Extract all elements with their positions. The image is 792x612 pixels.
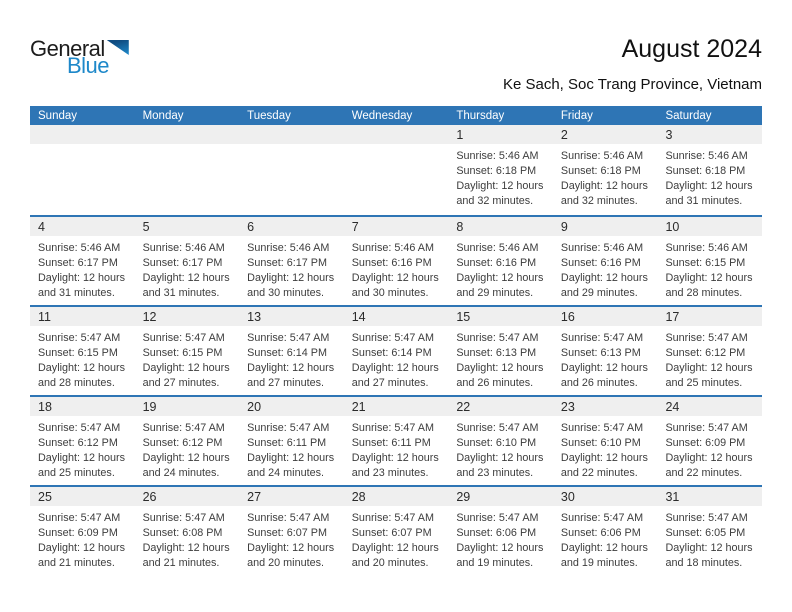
day-cell [344, 397, 449, 485]
day-cell-body [135, 326, 240, 391]
day-number: 18 [38, 400, 52, 414]
day-cell-body [239, 144, 344, 149]
daylight-text-line2: and 20 minutes. [247, 557, 324, 569]
day-cell [344, 217, 449, 305]
daylight-text-line1: Daylight: 12 hours [38, 452, 126, 464]
weekday-header-saturday: Saturday [665, 109, 712, 122]
day-number: 1 [456, 128, 464, 142]
daylight-text-line2: and 24 minutes. [247, 467, 324, 479]
location-subtitle: Ke Sach, Soc Trang Province, Vietnam [502, 76, 762, 93]
sunset-text: Sunset: 6:08 PM [142, 527, 223, 539]
day-cell-body [30, 236, 135, 301]
sunset-text: Sunset: 6:12 PM [665, 347, 746, 359]
day-number: 27 [247, 490, 262, 504]
day-number-band [239, 217, 344, 236]
daylight-text-line2: and 30 minutes. [351, 287, 429, 299]
daylight-text-line1: Daylight: 12 hours [560, 272, 648, 284]
daylight-text-line1: Daylight: 12 hours [456, 272, 544, 284]
sunrise-text: Sunrise: 5:46 AM [456, 242, 539, 254]
day-number-band [657, 487, 762, 506]
daylight-text-line2: and 25 minutes. [665, 377, 743, 389]
day-number-band [553, 487, 658, 506]
daylight-text-line2: and 22 minutes. [665, 467, 743, 479]
sunset-text: Sunset: 6:15 PM [38, 347, 118, 359]
day-number-band [448, 125, 553, 144]
sunrise-text: Sunrise: 5:47 AM [351, 332, 434, 344]
day-number-band [344, 307, 449, 326]
sunrise-text: Sunrise: 5:46 AM [560, 150, 644, 162]
weekday-header-tuesday: Tuesday [247, 109, 291, 122]
day-cell-body [553, 144, 658, 209]
day-cell [344, 487, 449, 575]
day-number-band [657, 217, 762, 236]
day-cell-body [135, 236, 240, 301]
day-cell [239, 487, 344, 575]
daylight-text-line1: Daylight: 12 hours [560, 452, 648, 464]
sunset-text: Sunset: 6:11 PM [247, 437, 327, 449]
sunset-text: Sunset: 6:07 PM [351, 527, 432, 539]
day-number: 20 [247, 400, 262, 414]
day-cell [553, 487, 658, 575]
daylight-text-line2: and 21 minutes. [142, 557, 220, 569]
sunset-text: Sunset: 6:13 PM [456, 347, 537, 359]
sunrise-text: Sunrise: 5:47 AM [247, 512, 330, 524]
sunset-text: Sunset: 6:17 PM [247, 257, 327, 269]
daylight-text-line2: and 31 minutes. [665, 195, 743, 207]
day-cell [239, 307, 344, 395]
day-number: 5 [142, 220, 150, 234]
day-number: 28 [351, 490, 366, 504]
day-cell [657, 217, 762, 305]
daylight-text-line1: Daylight: 12 hours [665, 272, 753, 284]
day-number: 25 [38, 490, 52, 504]
sunset-text: Sunset: 6:12 PM [142, 437, 223, 449]
day-number-band [657, 307, 762, 326]
day-number-band [239, 307, 344, 326]
weekday-header-thursday: Thursday [456, 109, 505, 122]
day-cell-body [657, 506, 762, 571]
daylight-text-line2: and 28 minutes. [38, 377, 115, 389]
sunrise-text: Sunrise: 5:47 AM [456, 512, 539, 524]
sunrise-text: Sunrise: 5:47 AM [38, 512, 121, 524]
day-cell-body [344, 416, 449, 481]
day-cell [448, 487, 553, 575]
day-cell-body [448, 506, 553, 571]
day-cell [135, 487, 240, 575]
daylight-text-line2: and 26 minutes. [560, 377, 638, 389]
day-number: 31 [665, 490, 680, 504]
sunset-text: Sunset: 6:14 PM [247, 347, 327, 359]
day-number-band [239, 125, 344, 144]
day-number-band [135, 397, 240, 416]
sunrise-text: Sunrise: 5:47 AM [665, 512, 748, 524]
day-number: 15 [456, 310, 471, 324]
daylight-text-line2: and 26 minutes. [456, 377, 534, 389]
day-number: 21 [351, 400, 366, 414]
weekday-header-sunday: Sunday [38, 109, 78, 122]
daylight-text-line1: Daylight: 12 hours [351, 362, 439, 374]
sunrise-text: Sunrise: 5:46 AM [665, 242, 748, 254]
day-number-band [448, 307, 553, 326]
sunset-text: Sunset: 6:11 PM [351, 437, 431, 449]
day-number: 29 [456, 490, 471, 504]
daylight-text-line1: Daylight: 12 hours [38, 272, 126, 284]
sunset-text: Sunset: 6:14 PM [351, 347, 432, 359]
day-number-band [553, 307, 658, 326]
day-number: 6 [247, 220, 255, 234]
day-cell-body [344, 326, 449, 391]
week-row [30, 395, 762, 485]
daylight-text-line1: Daylight: 12 hours [665, 452, 753, 464]
sunset-text: Sunset: 6:10 PM [456, 437, 537, 449]
sunrise-text: Sunrise: 5:47 AM [142, 332, 225, 344]
sunset-text: Sunset: 6:09 PM [665, 437, 746, 449]
sunset-text: Sunset: 6:15 PM [665, 257, 746, 269]
day-cell [657, 307, 762, 395]
day-cell [239, 397, 344, 485]
weekday-header-monday: Monday [142, 109, 184, 122]
day-cell [657, 125, 762, 215]
week-row [30, 305, 762, 395]
daylight-text-line1: Daylight: 12 hours [665, 180, 753, 192]
day-cell [344, 307, 449, 395]
daylight-text-line1: Daylight: 12 hours [351, 542, 439, 554]
day-cell-body [135, 416, 240, 481]
day-cell-body [448, 236, 553, 301]
day-number: 24 [665, 400, 680, 414]
day-cell-body [239, 506, 344, 571]
day-cell [553, 307, 658, 395]
sunset-text: Sunset: 6:16 PM [560, 257, 641, 269]
day-cell-body [448, 326, 553, 391]
day-cell [657, 397, 762, 485]
day-number: 3 [665, 128, 673, 142]
daylight-text-line2: and 21 minutes. [38, 557, 115, 569]
day-cell [135, 307, 240, 395]
day-cell [135, 125, 240, 215]
day-number-band [448, 487, 553, 506]
sunset-text: Sunset: 6:17 PM [142, 257, 223, 269]
sunset-text: Sunset: 6:16 PM [351, 257, 432, 269]
sunrise-text: Sunrise: 5:46 AM [351, 242, 434, 254]
day-number: 19 [142, 400, 157, 414]
day-cell-body [448, 416, 553, 481]
daylight-text-line2: and 25 minutes. [38, 467, 115, 479]
day-cell [30, 125, 135, 215]
day-number-band [657, 397, 762, 416]
day-number: 30 [560, 490, 575, 504]
sunrise-text: Sunrise: 5:47 AM [560, 422, 644, 434]
day-number: 22 [456, 400, 471, 414]
day-cell [30, 397, 135, 485]
logo-text-blue: Blue [67, 53, 110, 78]
day-cell-body [344, 236, 449, 301]
day-cell [448, 307, 553, 395]
day-number: 9 [560, 220, 568, 234]
daylight-text-line2: and 31 minutes. [142, 287, 220, 299]
sunset-text: Sunset: 6:18 PM [560, 165, 641, 177]
day-number-band [30, 217, 135, 236]
day-cell [448, 397, 553, 485]
day-cell [553, 125, 658, 215]
day-cell [30, 217, 135, 305]
day-number: 17 [665, 310, 680, 324]
daylight-text-line1: Daylight: 12 hours [142, 542, 230, 554]
day-cell-body [239, 416, 344, 481]
sunset-text: Sunset: 6:18 PM [665, 165, 746, 177]
day-cell-body [239, 236, 344, 301]
sunset-text: Sunset: 6:09 PM [38, 527, 118, 539]
page-header [503, 34, 762, 93]
day-number: 8 [456, 220, 464, 234]
day-cell-body [553, 236, 658, 301]
sunrise-text: Sunrise: 5:47 AM [351, 512, 434, 524]
daylight-text-line2: and 27 minutes. [351, 377, 429, 389]
daylight-text-line1: Daylight: 12 hours [38, 362, 126, 374]
sunrise-text: Sunrise: 5:46 AM [560, 242, 644, 254]
sunrise-text: Sunrise: 5:47 AM [142, 512, 225, 524]
daylight-text-line2: and 28 minutes. [665, 287, 743, 299]
sunrise-text: Sunrise: 5:47 AM [560, 332, 644, 344]
daylight-text-line1: Daylight: 12 hours [142, 452, 230, 464]
sunrise-text: Sunrise: 5:47 AM [247, 332, 330, 344]
day-cell [657, 487, 762, 575]
day-number: 11 [38, 310, 51, 324]
logo-triangle-icon [107, 40, 129, 55]
daylight-text-line2: and 19 minutes. [560, 557, 638, 569]
day-number-band [30, 487, 135, 506]
sunset-text: Sunset: 6:10 PM [560, 437, 641, 449]
day-cell-body [344, 144, 449, 149]
sunset-text: Sunset: 6:06 PM [560, 527, 641, 539]
daylight-text-line1: Daylight: 12 hours [247, 542, 335, 554]
day-number: 14 [351, 310, 366, 324]
week-row [30, 215, 762, 305]
day-cell [448, 217, 553, 305]
day-cell-body [657, 144, 762, 209]
day-number: 4 [38, 220, 45, 234]
sunrise-text: Sunrise: 5:46 AM [247, 242, 330, 254]
day-number: 7 [351, 220, 359, 234]
day-number-band [657, 125, 762, 144]
day-number-band [344, 125, 449, 144]
day-number: 2 [560, 128, 568, 142]
day-cell-body [657, 236, 762, 301]
daylight-text-line1: Daylight: 12 hours [351, 272, 439, 284]
sunset-text: Sunset: 6:15 PM [142, 347, 223, 359]
sunrise-text: Sunrise: 5:47 AM [38, 422, 121, 434]
daylight-text-line2: and 30 minutes. [247, 287, 324, 299]
day-number: 23 [560, 400, 575, 414]
daylight-text-line2: and 22 minutes. [560, 467, 638, 479]
day-number-band [553, 217, 658, 236]
daylight-text-line1: Daylight: 12 hours [560, 542, 648, 554]
day-number-band [344, 397, 449, 416]
day-cell-body [553, 506, 658, 571]
daylight-text-line1: Daylight: 12 hours [665, 362, 753, 374]
week-row [30, 485, 762, 575]
day-cell [553, 397, 658, 485]
daylight-text-line2: and 27 minutes. [142, 377, 220, 389]
daylight-text-line2: and 18 minutes. [665, 557, 743, 569]
daylight-text-line2: and 23 minutes. [351, 467, 429, 479]
day-cell-body [657, 416, 762, 481]
daylight-text-line1: Daylight: 12 hours [38, 542, 126, 554]
sunrise-text: Sunrise: 5:47 AM [560, 512, 644, 524]
daylight-text-line2: and 20 minutes. [351, 557, 429, 569]
daylight-text-line1: Daylight: 12 hours [456, 542, 544, 554]
daylight-text-line1: Daylight: 12 hours [247, 452, 335, 464]
daylight-text-line1: Daylight: 12 hours [247, 362, 335, 374]
day-number-band [553, 125, 658, 144]
day-number-band [30, 125, 135, 144]
weekday-header-wednesday: Wednesday [351, 109, 413, 122]
sunrise-text: Sunrise: 5:47 AM [456, 332, 539, 344]
day-cell [135, 397, 240, 485]
day-cell [448, 125, 553, 215]
day-cell-body [30, 416, 135, 481]
day-number-band [30, 307, 135, 326]
daylight-text-line1: Daylight: 12 hours [247, 272, 335, 284]
daylight-text-line1: Daylight: 12 hours [456, 362, 544, 374]
daylight-text-line2: and 32 minutes. [456, 195, 534, 207]
daylight-text-line2: and 29 minutes. [456, 287, 534, 299]
daylight-text-line1: Daylight: 12 hours [142, 362, 230, 374]
general-blue-logo [30, 38, 129, 77]
sunrise-text: Sunrise: 5:46 AM [38, 242, 121, 254]
day-cell-body [553, 416, 658, 481]
day-cell-body [30, 506, 135, 571]
day-cell [30, 307, 135, 395]
day-cell-body [30, 144, 135, 149]
daylight-text-line1: Daylight: 12 hours [560, 180, 648, 192]
day-number-band [135, 217, 240, 236]
calendar-table [30, 106, 762, 575]
daylight-text-line1: Daylight: 12 hours [456, 180, 544, 192]
day-cell-body [657, 326, 762, 391]
daylight-text-line1: Daylight: 12 hours [560, 362, 648, 374]
sunrise-text: Sunrise: 5:46 AM [665, 150, 748, 162]
sunset-text: Sunset: 6:17 PM [38, 257, 118, 269]
sunset-text: Sunset: 6:05 PM [665, 527, 746, 539]
day-number-band [448, 217, 553, 236]
sunrise-text: Sunrise: 5:47 AM [142, 422, 225, 434]
weekday-header-friday: Friday [560, 109, 593, 122]
day-number-band [239, 487, 344, 506]
week-row [30, 125, 762, 215]
day-number-band [344, 217, 449, 236]
daylight-text-line2: and 31 minutes. [38, 287, 115, 299]
day-cell-body [553, 326, 658, 391]
sunrise-text: Sunrise: 5:47 AM [665, 422, 748, 434]
daylight-text-line1: Daylight: 12 hours [142, 272, 230, 284]
sunrise-text: Sunrise: 5:47 AM [247, 422, 330, 434]
day-number: 10 [665, 220, 680, 234]
logo-text-general: General [30, 36, 105, 61]
month-title: August 2024 [621, 35, 762, 63]
day-cell [553, 217, 658, 305]
day-cell [30, 487, 135, 575]
day-number: 16 [560, 310, 575, 324]
sunset-text: Sunset: 6:12 PM [38, 437, 118, 449]
day-cell-body [30, 326, 135, 391]
day-cell-body [448, 144, 553, 209]
sunrise-text: Sunrise: 5:47 AM [351, 422, 434, 434]
sunset-text: Sunset: 6:18 PM [456, 165, 537, 177]
day-number: 26 [142, 490, 157, 504]
day-cell [344, 125, 449, 215]
day-number-band [135, 307, 240, 326]
daylight-text-line2: and 29 minutes. [560, 287, 638, 299]
day-cell [239, 217, 344, 305]
daylight-text-line2: and 19 minutes. [456, 557, 534, 569]
sunrise-text: Sunrise: 5:46 AM [456, 150, 539, 162]
sunrise-text: Sunrise: 5:47 AM [665, 332, 748, 344]
daylight-text-line1: Daylight: 12 hours [665, 542, 753, 554]
daylight-text-line2: and 27 minutes. [247, 377, 324, 389]
day-number-band [344, 487, 449, 506]
day-cell [239, 125, 344, 215]
day-number: 13 [247, 310, 262, 324]
day-number-band [553, 397, 658, 416]
day-number-band [135, 125, 240, 144]
day-cell-body [135, 144, 240, 149]
day-cell-body [239, 326, 344, 391]
day-cell-body [135, 506, 240, 571]
calendar-weeks [30, 125, 762, 575]
day-number-band [135, 487, 240, 506]
day-number: 12 [142, 310, 157, 324]
day-number-band [239, 397, 344, 416]
day-cell-body [344, 506, 449, 571]
daylight-text-line2: and 23 minutes. [456, 467, 534, 479]
sunrise-text: Sunrise: 5:46 AM [142, 242, 225, 254]
day-number-band [448, 397, 553, 416]
sunset-text: Sunset: 6:07 PM [247, 527, 327, 539]
daylight-text-line2: and 32 minutes. [560, 195, 638, 207]
sunrise-text: Sunrise: 5:47 AM [38, 332, 121, 344]
sunset-text: Sunset: 6:13 PM [560, 347, 641, 359]
day-number-band [30, 397, 135, 416]
sunset-text: Sunset: 6:16 PM [456, 257, 537, 269]
daylight-text-line1: Daylight: 12 hours [351, 452, 439, 464]
sunset-text: Sunset: 6:06 PM [456, 527, 537, 539]
weekday-header-row [30, 106, 762, 125]
sunrise-text: Sunrise: 5:47 AM [456, 422, 539, 434]
daylight-text-line2: and 24 minutes. [142, 467, 220, 479]
day-cell [135, 217, 240, 305]
daylight-text-line1: Daylight: 12 hours [456, 452, 544, 464]
